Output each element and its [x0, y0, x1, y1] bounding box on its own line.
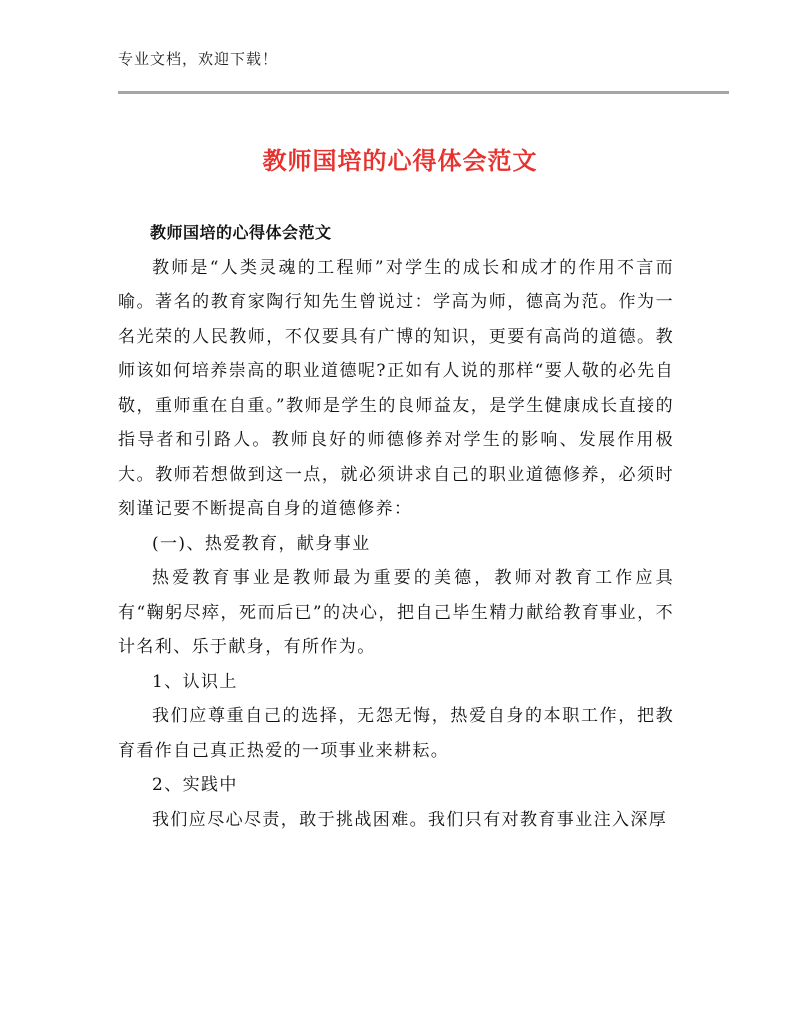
- paragraph-subsection-1: 我们应尊重自己的选择，无怨无悔，热爱自身的本职工作，把教育看作自己真正热爱的一项事业来耕耘。: [118, 706, 674, 761]
- document-body: [118, 216, 674, 837]
- section-heading-1: (一)、热爱教育，献身事业: [152, 533, 371, 554]
- paragraph-subsection-2: 我们应尽心尽责，敢于挑战困难。我们只有对教育事业注入深厚: [152, 809, 668, 830]
- subsection-heading-1: 1、认识上: [152, 671, 238, 692]
- header-note: 专业文档，欢迎下载！: [118, 50, 279, 68]
- paragraph-section-1: 热爱教育事业是教师最为重要的美德，教师对教育工作应具有“鞠躬尽瘁，死而后已”的决心，把自己毕生精力献给教育事业，不计名利、乐于献身，有所作为。: [118, 568, 674, 657]
- subsection-heading-2: 2、实践中: [152, 775, 238, 795]
- header-divider: [118, 91, 729, 94]
- document-subtitle: 教师国培的心得体会范文: [150, 223, 332, 242]
- paragraph-intro: 教师是“人类灵魂的工程师”对学生的成长和成才的作用不言而喻。著名的教育家陶行知先生曾说过：学高为师，德高为范。作为一名光荣的人民教师，不仅要具有广博的知识，更要有高尚的道德。教师该如何培养崇高的职业道德呢?正如有人说的那样“要人敬的必先自敬，重师重在自重。”教师是学生的良师益友，是学生健康成长直接的指导者和引路人。教师良好的师德修养对学生的影响、发展作用极大。教师若想做到这一点，就必须讲求自己的职业道德修养，必须时刻谨记要不断提高自身的道德修养：: [118, 257, 674, 519]
- document-title: 教师国培的心得体会范文: [262, 147, 538, 175]
